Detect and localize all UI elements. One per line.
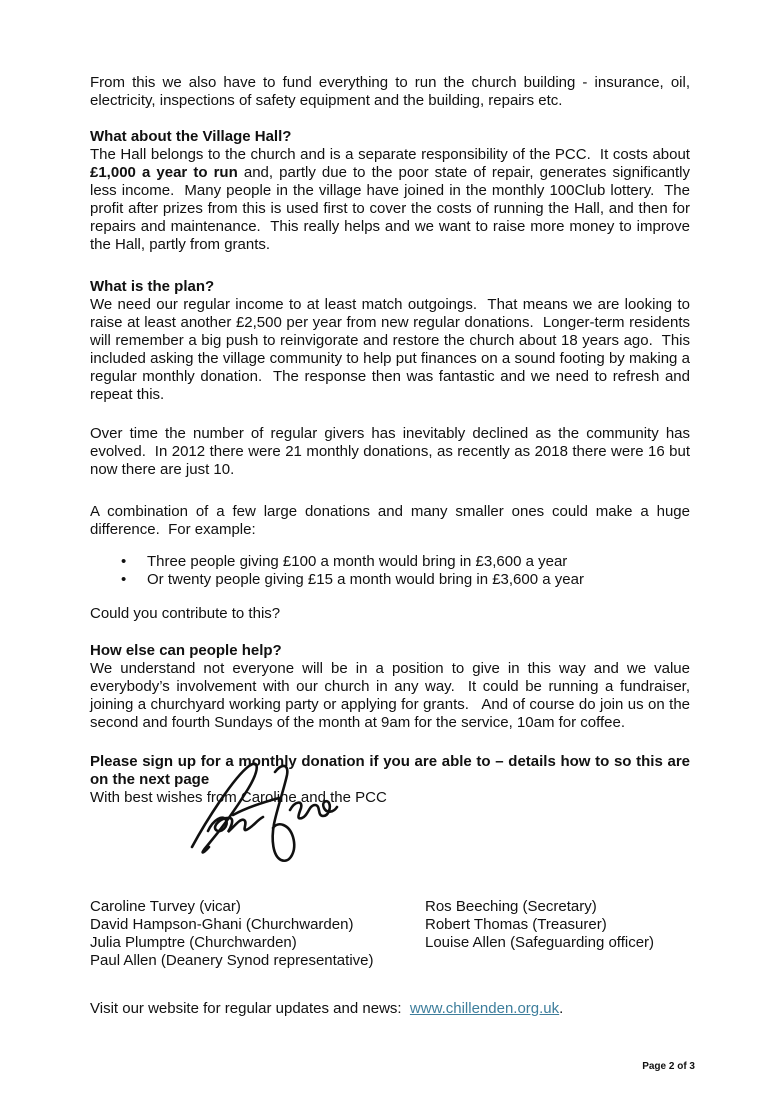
signatory-name: Paul Allen (Deanery Synod representative)	[90, 952, 374, 969]
list-item	[90, 553, 690, 571]
signatory-name: Ros Beeching (Secretary)	[425, 898, 597, 915]
paragraph-givers: Over time the number of regular givers has inevitably declined as the community has evolved. In 2012 there were 21 monthly donations, as recently as 2018 there were 16 but now there are just 10.	[90, 425, 695, 478]
paragraph-intro: From this we also have to fund everything to run the church building - insurance, oil, electricity, inspections of safety equipment and the building, repairs etc.	[90, 74, 695, 109]
village-hall-text-prefix: The Hall belongs to the church and is a separate responsibility of the PCC. It costs about	[90, 146, 695, 163]
bullet-text: Or twenty people giving £15 a month would bring in £3,600 a year	[147, 571, 584, 588]
website-text-suffix: .	[559, 1000, 564, 1017]
paragraph-help: We understand not everyone will be in a position to give in this way and we value everybody’s involvement with our church in any way. It could be running a fundraiser, joining a churchyard working party or applying for grants. And of course do join us on the second and fourth Sundays of the month at 9am for the service, 10am for coffee.	[90, 660, 695, 731]
village-hall-bold-cost: £1,000 a year to run	[90, 164, 238, 181]
signatories-columns	[90, 898, 690, 970]
heading-plan: What is the plan?	[90, 278, 215, 295]
bullet-icon: •	[121, 553, 127, 570]
bullet-text: Three people giving £100 a month would bring in £3,600 a year	[147, 553, 568, 570]
bullet-icon: •	[121, 571, 127, 588]
signatory-name: David Hampson-Ghani (Churchwarden)	[90, 916, 354, 933]
website-line	[90, 1000, 690, 1018]
paragraph-combination: A combination of a few large donations and many smaller ones could make a huge difference. For example:	[90, 503, 695, 538]
heading-help: How else can people help?	[90, 642, 282, 659]
signatory-name: Julia Plumptre (Churchwarden)	[90, 934, 297, 951]
paragraph-signup: Please sign up for a monthly donation if you are able to – details how to so this are on the next page	[90, 753, 695, 788]
signatory-name: Caroline Turvey (vicar)	[90, 898, 241, 915]
paragraph-plan: We need our regular income to at least match outgoings. That means we are looking to raise at least another £2,500 per year from new regular donations. Longer-term residents will remember a big push to reinvigorate and restore the church about 18 years ago. This included asking the village community to help put finances on a sound footing by making a regular monthly donation. The response then was fantastic and we need to refresh and repeat this.	[90, 296, 695, 403]
paragraph-village-hall	[90, 146, 695, 254]
document-body	[90, 74, 695, 1018]
signatory-name: Louise Allen (Safeguarding officer)	[425, 934, 655, 951]
paragraph-contribute-question: Could you contribute to this?	[90, 605, 281, 622]
signatories-block	[90, 898, 690, 970]
bullet-list	[90, 553, 690, 589]
heading-village-hall: What about the Village Hall?	[90, 128, 292, 145]
list-item	[90, 571, 690, 589]
website-link[interactable]: www.chillenden.org.uk	[409, 1000, 560, 1017]
website-text-prefix: Visit our website for regular updates and news:	[90, 1000, 410, 1017]
page-number: Page 2 of 3	[642, 1061, 695, 1072]
signatories-left-column	[90, 898, 425, 970]
village-hall-text-suffix: and, partly due to the poor state of repair, generates significantly less income. Many people in the village have joined in the monthly 100Club lottery. The profit after prizes from this is used first to cover the costs of running the Hall, and then for repairs and maintenance. This really helps and we want to raise more money to improve the Hall, partly from grants.	[90, 164, 695, 253]
paragraph-best-wishes: With best wishes from Caroline and the PCC	[90, 789, 387, 806]
signatories-right-column	[425, 898, 690, 970]
signatory-name: Robert Thomas (Treasurer)	[425, 916, 607, 933]
